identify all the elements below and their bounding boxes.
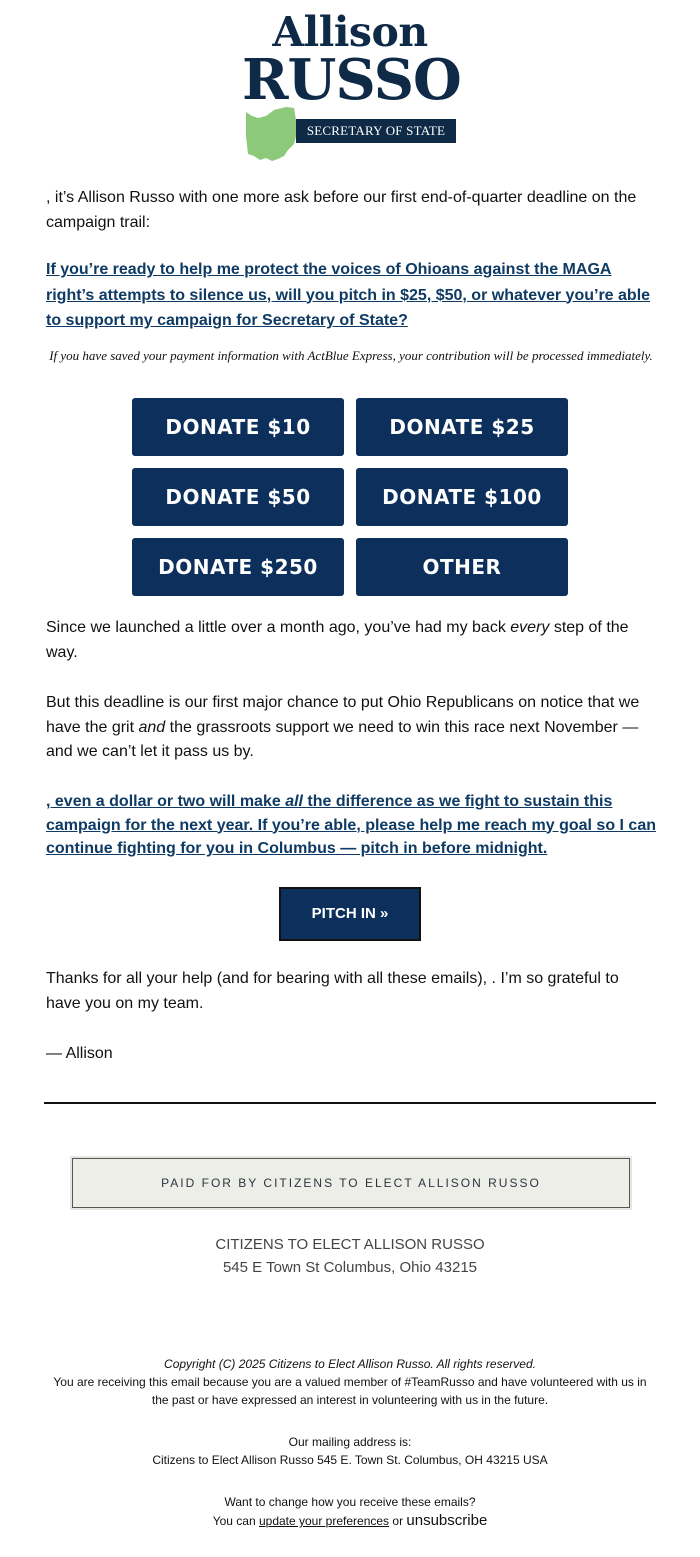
pitch-in-button[interactable]: PITCH IN »	[279, 887, 421, 941]
preferences-line: You can update your preferences or unsubscribe	[212, 1512, 488, 1529]
midnight-ask-link[interactable]: , even a dollar or two will make all the difference as we fight to sustain this campaign for the next year. If you’re able, please help me reach my goal so I can continue fighting for you in Columbus — pitch in before midnight.	[46, 793, 656, 857]
mailing-address-heading: Our mailing address is:	[288, 1435, 412, 1449]
intro-paragraph: , it’s Allison Russo with one more ask before our first end-of-quarter deadline on the campaign trail:	[46, 189, 637, 231]
donation-ask-link[interactable]: If you’re ready to help me protect the voices of Ohioans against the MAGA right’s attempts to silence us, will you pitch in $25, $50, or whatever you’re able to support my campaign for Secretary of State?	[46, 261, 651, 329]
campaign-logo	[242, 8, 461, 164]
copyright-notice: Copyright (C) 2025 Citizens to Elect Allison Russo. All rights reserved.	[164, 1357, 536, 1371]
logo-last-name: RUSSO	[242, 47, 461, 113]
committee-name: CITIZENS TO ELECT ALLISON RUSSO	[215, 1236, 485, 1253]
donate-50-button[interactable]: DONATE $50	[132, 468, 344, 526]
signoff: — Allison	[46, 1045, 113, 1062]
footer-divider	[44, 1102, 656, 1104]
body-paragraph-2: But this deadline is our first major chance to put Ohio Republicans on notice that we have the grit and the grassroots support we need to win this race next November — and we can’t let it pass us by.	[46, 694, 640, 760]
mailing-address: Citizens to Elect Allison Russo 545 E. Town St. Columbus, OH 43215 USA	[152, 1453, 548, 1467]
ohio-state-icon	[244, 106, 298, 162]
logo-office-banner: SECRETARY OF STATE	[296, 119, 456, 143]
donate-10-button[interactable]: DONATE $10	[132, 398, 344, 456]
paid-for-disclaimer: PAID FOR BY CITIZENS TO ELECT ALLISON RUSSO	[72, 1158, 630, 1208]
donate-250-button[interactable]: DONATE $250	[132, 538, 344, 596]
committee-address: 545 E Town St Columbus, Ohio 43215	[222, 1259, 478, 1276]
subscription-reason: You are receiving this email because you are a valued member of #TeamRusso and have volunteered with us in the past or have expressed an interest in volunteering with us in the future.	[53, 1375, 647, 1407]
body-paragraph-1: Since we launched a little over a month ago, you’ve had my back every step of the way.	[46, 619, 629, 661]
preferences-prompt: Want to change how you receive these emails?	[224, 1495, 476, 1509]
donate-25-button[interactable]: DONATE $25	[356, 398, 568, 456]
thanks-paragraph: Thanks for all your help (and for bearing with all these emails), . I’m so grateful to have you on my team.	[46, 970, 619, 1012]
unsubscribe-link[interactable]: unsubscribe	[406, 1512, 488, 1529]
logo-first-name: Allison	[272, 8, 428, 56]
donate-100-button[interactable]: DONATE $100	[356, 468, 568, 526]
actblue-express-note: If you have saved your payment information with ActBlue Express, your contribution will be processed immediately.	[49, 348, 653, 363]
update-preferences-link[interactable]: update your preferences	[258, 1514, 390, 1528]
donate-other-button[interactable]: OTHER	[356, 538, 568, 596]
